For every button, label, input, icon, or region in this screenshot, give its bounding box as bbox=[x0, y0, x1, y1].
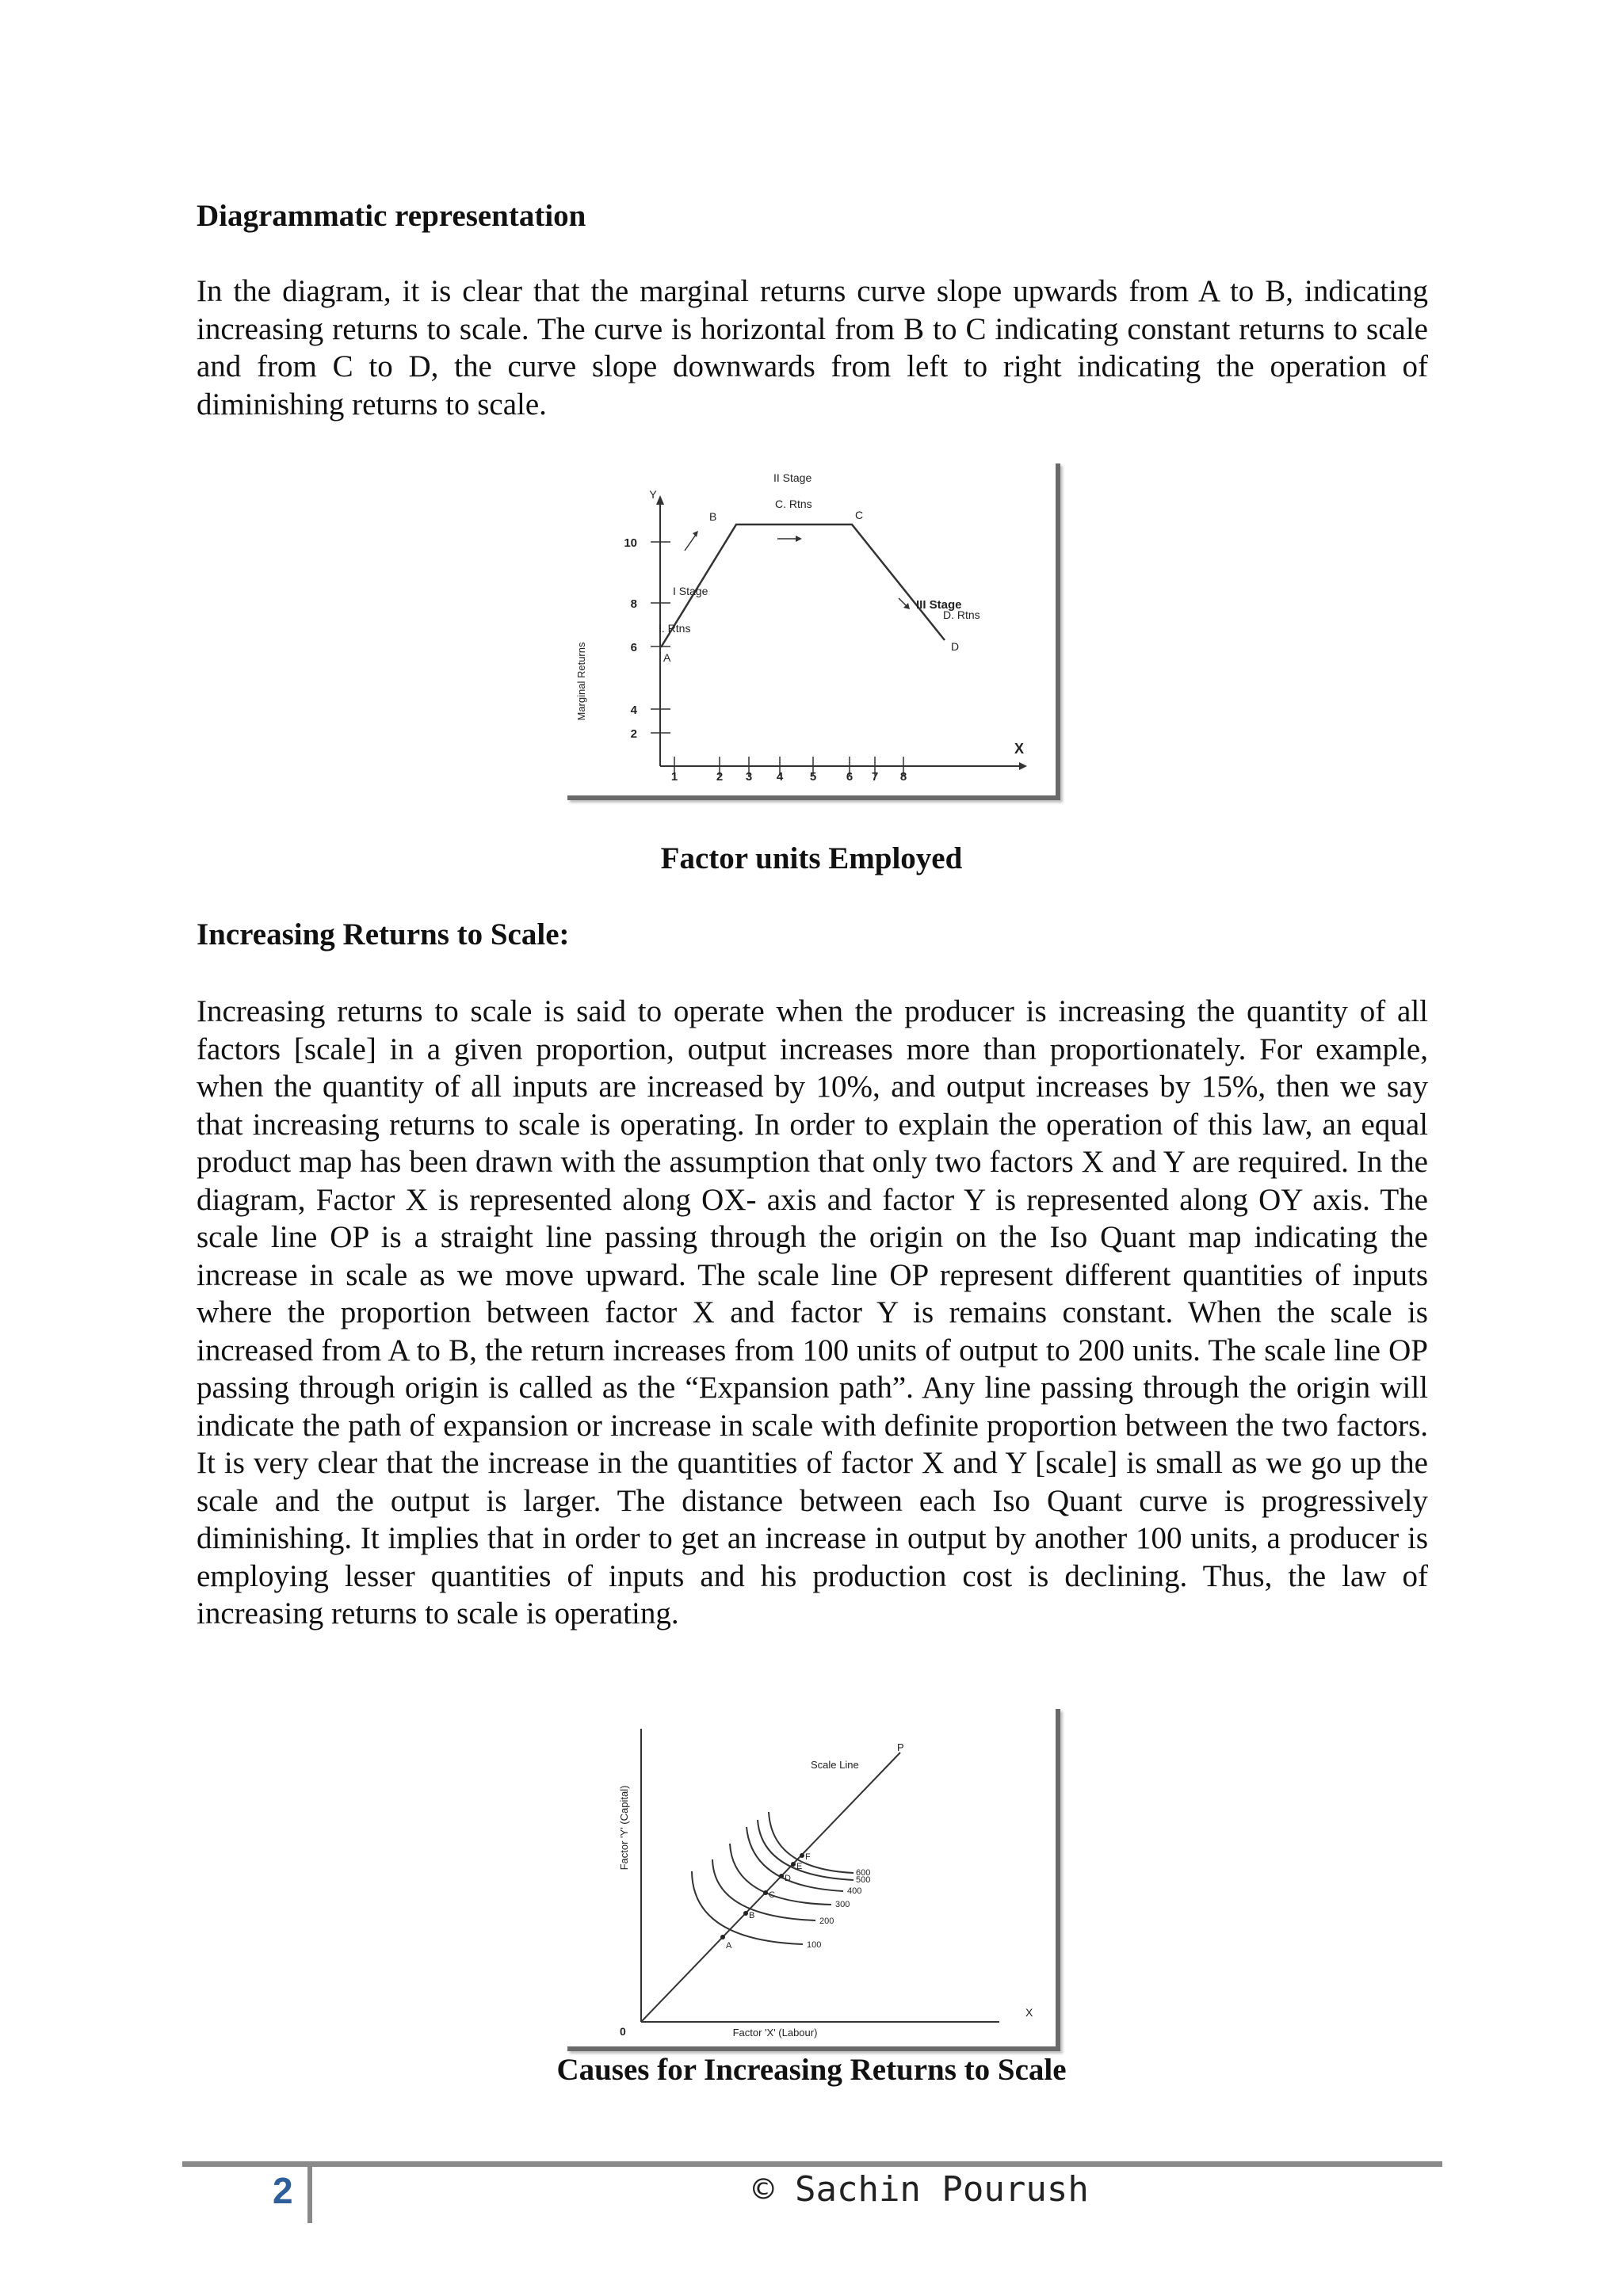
scale-end-label: P bbox=[897, 1741, 904, 1753]
x-tick-label: 5 bbox=[809, 770, 817, 784]
point-label-d: D bbox=[951, 640, 960, 653]
point-label-a: A bbox=[726, 1941, 732, 1951]
paragraph: Increasing returns to scale is said to operate when the producer is increasing the quantity of all factors [scale] in a given proportion, output increases more than proportionately. For example, when the quantity of all inputs are increased by 10%, and output increases by 15%, then we say that increasing returns to scale is operating. In order to explain the operation of this law, an equal product map has been drawn with the assumption that only two factors X and Y are required. In the diagram, Factor X is represented along OX- axis and factor Y is represented along OY axis. The scale line OP is a straight line passing through the origin on the Iso Quant map indicating the increase in scale as we move upward. The scale line OP represent different quantities of inputs where the proportion between factor X and factor Y is remains constant. When the scale is increased from A to B, the return increases from 100 units of output to 200 units. The scale line OP passing through origin is called as the “Expansion path”. Any line passing through the origin will indicate the path of expansion or increase in scale with definite proportion between the two factors. It is very clear that the increase in the quantities of factor X and Y [scale] is small as we go up the scale and the output is larger. The distance between each Iso Quant curve is progressively diminishing. It implies that in order to get an increase in output by another 100 units, a producer is employing lesser quantities of inputs and his production cost is declining. Thus, the law of increasing returns to scale is operating. bbox=[197, 994, 1428, 1630]
y-tick-label: 2 bbox=[630, 727, 637, 741]
isoquant-figure bbox=[567, 1709, 1060, 2051]
x-axis-label: Factor 'X' (Labour) bbox=[732, 2027, 818, 2039]
footer-separator bbox=[307, 2166, 312, 2223]
stage3-label: III Stage bbox=[916, 598, 962, 612]
y-axis-label: Factor 'Y' (Capital) bbox=[618, 1785, 630, 1871]
x-tick-label: 4 bbox=[776, 770, 784, 784]
point-label-c: C bbox=[855, 509, 864, 521]
point-f bbox=[800, 1853, 804, 1858]
x-tick-label: 8 bbox=[899, 770, 907, 784]
isoquant-chart bbox=[567, 1709, 1056, 2046]
x-tick-label: 7 bbox=[871, 770, 879, 784]
isoquant-curve-600 bbox=[769, 1812, 854, 1873]
x-tick-label: 2 bbox=[716, 770, 724, 784]
x-axis-letter: X bbox=[1014, 741, 1025, 757]
point-d bbox=[779, 1874, 784, 1878]
point-e bbox=[791, 1862, 796, 1867]
stage2-returns-label: C. Rtns bbox=[775, 498, 812, 510]
point-label-e: E bbox=[796, 1862, 803, 1871]
section-heading: Increasing Returns to Scale: bbox=[197, 917, 570, 952]
stage1-returns-label: I. Rtns bbox=[659, 622, 691, 635]
y-ticks bbox=[624, 536, 670, 741]
x-axis-letter: X bbox=[1025, 2006, 1033, 2019]
point-c bbox=[763, 1890, 768, 1895]
x-axis-arrow bbox=[1019, 762, 1027, 770]
x-ticks bbox=[671, 757, 907, 784]
isoquant-label: 500 bbox=[856, 1875, 871, 1885]
scale-line-label: Scale Line bbox=[811, 1759, 859, 1771]
page-number: 2 bbox=[273, 2170, 293, 2211]
x-tick-label: 6 bbox=[846, 770, 854, 784]
point-label-b: B bbox=[749, 1911, 755, 1920]
point-a bbox=[720, 1935, 725, 1939]
point-label-d: D bbox=[785, 1874, 791, 1883]
isoquant-label: 100 bbox=[807, 1940, 822, 1950]
point-label-c: C bbox=[769, 1890, 775, 1900]
stage1-label: I Stage bbox=[673, 585, 708, 597]
y-tick-label: 10 bbox=[624, 536, 637, 550]
x-tick-label: 3 bbox=[745, 770, 753, 784]
point-b bbox=[743, 1911, 748, 1916]
y-axis-arrow bbox=[656, 495, 664, 505]
y-axis-letter: Y bbox=[649, 488, 657, 501]
stage3-arrow bbox=[899, 598, 907, 606]
isoquant-label: 200 bbox=[819, 1917, 834, 1926]
marginal-returns-chart bbox=[567, 463, 1056, 795]
stage2-label: II Stage bbox=[773, 471, 812, 484]
figure2-caption: Causes for Increasing Returns to Scale bbox=[556, 2053, 1067, 2087]
footer-copyright: © Sachin Pourush bbox=[753, 2169, 1089, 2210]
point-label-f: F bbox=[805, 1852, 811, 1862]
y-tick-label: 8 bbox=[630, 597, 637, 611]
isoquant-label: 300 bbox=[835, 1900, 850, 1909]
figure1-caption: Factor units Employed bbox=[660, 841, 963, 875]
stage3-returns-label: D. Rtns bbox=[943, 608, 980, 621]
isoquant-label: 600 bbox=[856, 1868, 871, 1878]
marginal-returns-figure bbox=[567, 463, 1060, 800]
point-label-a: A bbox=[663, 651, 671, 664]
point-label-b: B bbox=[709, 510, 717, 523]
x-tick-label: 1 bbox=[670, 770, 678, 784]
isoquant-label: 400 bbox=[847, 1886, 862, 1896]
paragraph: In the diagram, it is clear that the marginal returns curve slope upwards from A to B, indicating increasing returns to scale. The curve is horizontal from B to C indicating constant returns to scale and from C to D, the curve slope downwards from left to right indicating the operation of diminishing returns to scale. bbox=[197, 274, 1428, 421]
y-tick-label: 4 bbox=[630, 704, 637, 717]
y-tick-label: 6 bbox=[630, 641, 637, 654]
origin-label: 0 bbox=[620, 2025, 626, 2038]
y-axis-label: Marginal Returns bbox=[575, 642, 587, 721]
section-heading: Diagrammatic representation bbox=[197, 199, 586, 233]
footer-rule bbox=[182, 2161, 1442, 2167]
stage1-arrow bbox=[685, 535, 696, 551]
